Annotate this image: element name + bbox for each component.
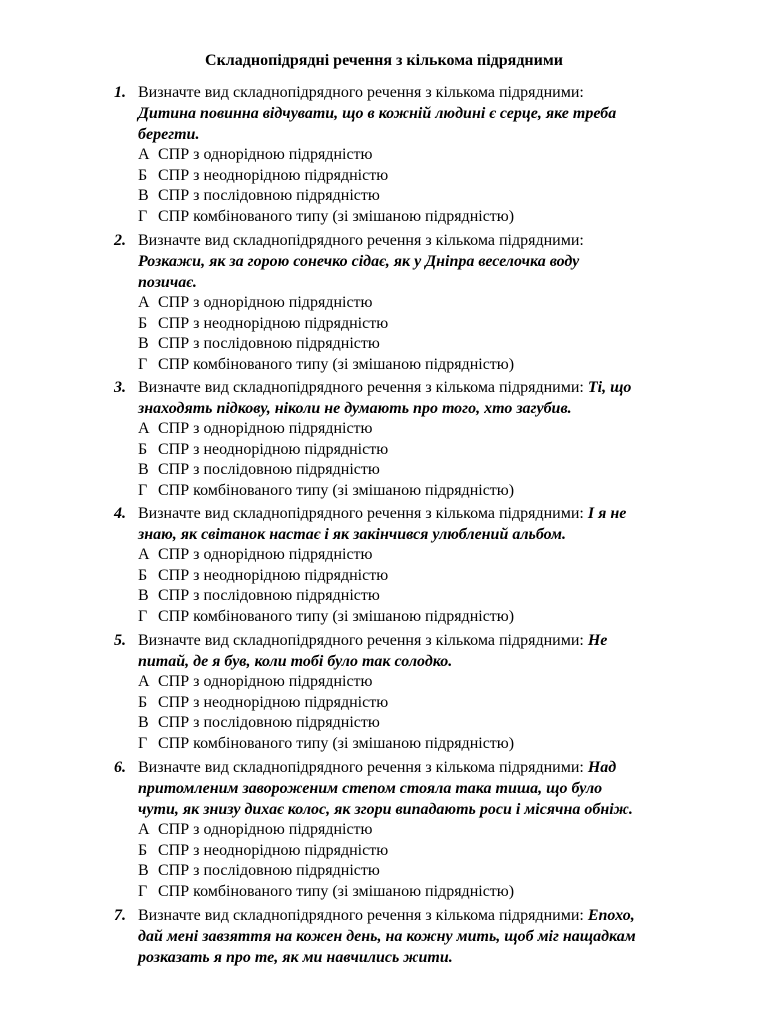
answer-option-text: СПР з послідовною підрядністю <box>158 862 380 880</box>
question-sentence: питай, де я був, коли тобі було так солодко. <box>138 653 453 670</box>
answer-option-letter: Г <box>138 355 148 373</box>
answer-option-text: СПР з неоднорідною підрядністю <box>158 440 389 458</box>
question-sentence: позичає. <box>138 274 197 291</box>
question-sentence: знаходять підкову, ніколи не думають про того, хто загубив. <box>138 400 572 417</box>
answer-option-text: СПР з однорідною підрядністю <box>158 673 373 690</box>
answer-option-text: СПР з неоднорідною підрядністю <box>158 693 389 711</box>
question-sentence: розказать я про те, як ми навчились жити. <box>138 949 453 966</box>
question-body <box>138 630 710 754</box>
question-sentence: Не <box>587 632 608 649</box>
question-text-line <box>138 82 710 103</box>
question-number: 5. <box>114 632 126 649</box>
question-sentence: Розкажи, як за горою сонечко сідає, як у Дніпра веселочка воду <box>138 253 580 270</box>
answer-option-letter: Б <box>138 440 148 458</box>
answer-option <box>138 672 710 693</box>
answer-option <box>138 314 710 335</box>
question-prompt: Визначте вид складнопідрядного речення з кількома підрядними: <box>138 232 584 249</box>
answer-option-text: СПР з послідовною підрядністю <box>158 187 380 205</box>
question-sentence: знаю, як світанок настає і як закінчився улюблений альбом. <box>138 526 566 543</box>
question-number: 4. <box>114 505 126 522</box>
question-text-line <box>138 230 710 251</box>
question-text-line <box>138 524 710 545</box>
answer-option <box>138 607 710 628</box>
question-text-line <box>138 630 710 651</box>
answer-option-text: СПР з однорідною підрядністю <box>158 420 373 437</box>
question-body <box>138 503 710 627</box>
question-number: 7. <box>114 907 126 924</box>
question-sentence: Дитина повинна відчувати, що в кожній людині є серце, яке треба <box>138 105 617 122</box>
question-text-line <box>138 251 710 272</box>
question-text-line <box>138 651 710 672</box>
question-text-line <box>138 503 710 524</box>
question-number: 6. <box>114 759 126 776</box>
answer-option <box>138 419 710 440</box>
question-text-line <box>138 757 710 778</box>
answer-option-letter: А <box>138 420 150 437</box>
answer-option-letter: Г <box>138 207 148 225</box>
answer-option-text: СПР з послідовною підрядністю <box>158 461 380 479</box>
question-prompt: Визначте вид складнопідрядного речення з кількома підрядними: <box>138 759 588 776</box>
question-text-line <box>138 377 710 398</box>
answer-option <box>138 841 710 862</box>
answer-option-letter: А <box>138 821 150 838</box>
answer-option-text: СПР комбінованого типу (зі змішаною підрядністю) <box>158 481 515 499</box>
answer-option <box>138 355 710 376</box>
answer-option-text: СПР комбінованого типу (зі змішаною підрядністю) <box>158 734 515 752</box>
answer-option-letter: А <box>138 546 150 563</box>
answer-option-text: СПР комбінованого типу (зі змішаною підрядністю) <box>158 207 515 225</box>
question-prompt: Визначте вид складнопідрядного речення з кількома підрядними: <box>138 84 584 101</box>
question-body <box>138 82 710 227</box>
answer-option-text: СПР з неоднорідною підрядністю <box>158 566 389 584</box>
answer-option-letter: Г <box>138 734 148 752</box>
answer-option-letter: В <box>138 714 149 732</box>
answer-option-letter: Б <box>138 314 148 332</box>
answer-option <box>138 207 710 228</box>
question-text-line <box>138 103 710 124</box>
answer-option <box>138 460 710 481</box>
answer-option-letter: Г <box>138 607 148 625</box>
answer-option-letter: В <box>138 862 149 880</box>
answer-option-letter: Б <box>138 841 148 859</box>
answer-option-letter: А <box>138 146 150 163</box>
answer-option-text: СПР з неоднорідною підрядністю <box>158 314 389 332</box>
answer-option-letter: А <box>138 294 150 311</box>
question-number: 2. <box>114 232 126 249</box>
answer-option <box>138 693 710 714</box>
document-title: Складнопідрядні речення з кількома підрядними <box>205 52 563 69</box>
question-text-line <box>138 778 710 799</box>
question-number: 1. <box>114 84 126 101</box>
answer-option <box>138 166 710 187</box>
question-prompt: Визначте вид складнопідрядного речення з кількома підрядними: <box>138 907 588 924</box>
answer-option-letter: Б <box>138 693 148 711</box>
answer-option-letter: Г <box>138 882 148 900</box>
answer-option <box>138 145 710 166</box>
question-prompt: Визначте вид складнопідрядного речення з кількома підрядними: <box>138 379 588 396</box>
answer-option <box>138 820 710 841</box>
answer-option <box>138 186 710 207</box>
question-body <box>138 757 710 902</box>
question-sentence: Ті, що <box>587 379 632 396</box>
answer-option <box>138 440 710 461</box>
answer-option-text: СПР з однорідною підрядністю <box>158 821 373 838</box>
question-text-line <box>138 398 710 419</box>
answer-option-text: СПР з однорідною підрядністю <box>158 546 373 563</box>
question-text-line <box>138 272 710 293</box>
answer-option-text: СПР з однорідною підрядністю <box>158 294 373 311</box>
answer-option-text: СПР з послідовною підрядністю <box>158 587 380 605</box>
answer-option <box>138 481 710 502</box>
answer-option-letter: Б <box>138 166 148 184</box>
answer-option-text: СПР комбінованого типу (зі змішаною підрядністю) <box>158 607 515 625</box>
answer-option <box>138 566 710 587</box>
answer-option-letter: В <box>138 461 149 479</box>
question-text-line <box>138 799 710 820</box>
answer-option <box>138 334 710 355</box>
answer-option-letter: Б <box>138 566 148 584</box>
question-prompt: Визначте вид складнопідрядного речення з кількома підрядними: <box>138 505 588 522</box>
question-text-line <box>138 905 710 926</box>
answer-option-text: СПР з однорідною підрядністю <box>158 146 373 163</box>
question-body <box>138 230 710 375</box>
question-text-line <box>138 947 710 968</box>
answer-option <box>138 545 710 566</box>
question-text-line <box>138 124 710 145</box>
answer-option-letter: Г <box>138 481 148 499</box>
answer-option-letter: А <box>138 673 150 690</box>
question-number: 3. <box>114 379 126 396</box>
question-sentence: Над <box>587 759 617 776</box>
answer-option-text: СПР комбінованого типу (зі змішаною підрядністю) <box>158 355 515 373</box>
answer-option <box>138 734 710 755</box>
answer-option-text: СПР з послідовною підрядністю <box>158 714 380 732</box>
question-sentence: берегти. <box>138 126 200 143</box>
question-sentence: притомленим завороженим степом стояла така тиша, що було <box>138 780 603 797</box>
answer-option <box>138 293 710 314</box>
answer-option <box>138 713 710 734</box>
answer-option-text: СПР з послідовною підрядністю <box>158 335 380 353</box>
question-sentence: дай мені завзяття на кожен день, на кожну мить, щоб міг нащадкам <box>138 928 636 945</box>
answer-option <box>138 861 710 882</box>
answer-option-text: СПР комбінованого типу (зі змішаною підрядністю) <box>158 882 515 900</box>
question-body <box>138 905 710 968</box>
answer-option <box>138 882 710 903</box>
answer-option <box>138 586 710 607</box>
answer-option-letter: В <box>138 335 149 353</box>
question-sentence: чути, як знизу дихає колос, як згори випадають роси і місячна обніж. <box>138 801 633 818</box>
question-sentence: І я не <box>587 505 627 522</box>
answer-option-letter: В <box>138 187 149 205</box>
question-body <box>138 377 710 501</box>
answer-option-letter: В <box>138 587 149 605</box>
answer-option-text: СПР з неоднорідною підрядністю <box>158 166 389 184</box>
answer-option-text: СПР з неоднорідною підрядністю <box>158 841 389 859</box>
question-text-line <box>138 926 710 947</box>
question-prompt: Визначте вид складнопідрядного речення з кількома підрядними: <box>138 632 588 649</box>
question-sentence: Епохо, <box>587 907 635 924</box>
